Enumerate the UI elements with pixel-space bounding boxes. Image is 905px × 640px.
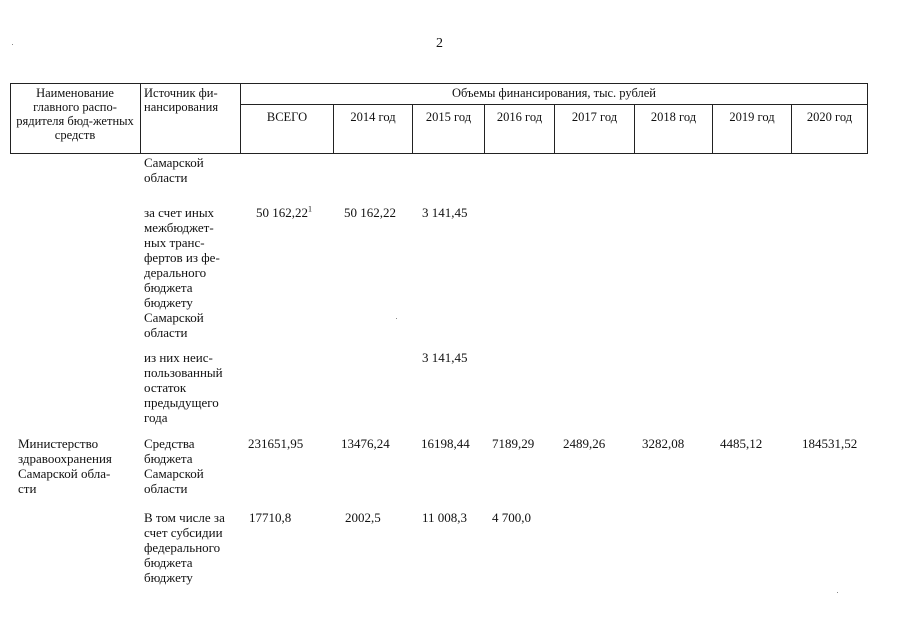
row-2-2015: 3 141,45 (422, 350, 468, 365)
header-year-2018: 2018 год (650, 110, 697, 124)
header-year-2019: 2019 год (729, 110, 775, 124)
scan-speck (396, 318, 397, 319)
row-3-2019: 4485,12 (720, 436, 763, 451)
row-1-2014: 50 162,22 (344, 205, 396, 220)
header-year-2016: 2016 год (496, 110, 543, 124)
row-3-source: Средства бюджета Самарской области (144, 436, 204, 496)
table-right-border (867, 83, 868, 154)
row-3-2020: 184531,52 (802, 436, 858, 451)
col-divider-manager (140, 83, 141, 154)
row-1-2015: 3 141,45 (422, 205, 468, 220)
row-3-2016: 7189,29 (492, 436, 535, 451)
row-4-source: В том числе за счет субсидии федерального бюджета бюджету (144, 510, 225, 585)
header-year-total: ВСЕГО (266, 110, 308, 124)
row-2-source: из них неис- пользованный остаток предыдущего года (144, 350, 223, 425)
row-1-source: за счет иных межбюджет- ных транс- фертов из фе- дерального бюджета бюджету Самарской области (144, 205, 220, 340)
header-year-2014: 2014 год (350, 110, 396, 124)
page-number: 2 (436, 36, 443, 51)
row-3-total: 231651,95 (248, 436, 304, 451)
table-top-border (10, 83, 868, 84)
header-bottom-border (10, 153, 868, 154)
header-year-2020: 2020 год (806, 110, 853, 124)
header-source: Источник фи-нансирования (144, 86, 219, 114)
row-4-total: 17710,8 (249, 510, 292, 525)
row-3-2017: 2489,26 (563, 436, 606, 451)
header-volumes: Объемы финансирования, тыс. рублей (452, 86, 656, 100)
row-4-2015: 11 008,3 (422, 510, 468, 525)
header-year-2017: 2017 год (571, 110, 618, 124)
row-3-manager: Министерство здравоохранения Самарской обла- сти (18, 436, 112, 496)
table-left-border (10, 83, 11, 154)
row-4-2016: 4 700,0 (492, 510, 531, 525)
scan-speck (12, 44, 13, 45)
header-year-2015: 2015 год (425, 110, 472, 124)
row-3-2014: 13476,24 (341, 436, 390, 451)
row-3-2018: 3282,08 (642, 436, 685, 451)
scan-speck (837, 592, 838, 593)
row-1-total: 50 162,22$^1$ (256, 204, 312, 220)
row-4-2014: 2002,5 (345, 510, 381, 525)
row-0-source: Самарской области (144, 155, 204, 185)
row-3-2015: 16198,44 (421, 436, 470, 451)
header-manager: Наименование главного распо-рядителя бюд-жетных средств (16, 86, 134, 142)
